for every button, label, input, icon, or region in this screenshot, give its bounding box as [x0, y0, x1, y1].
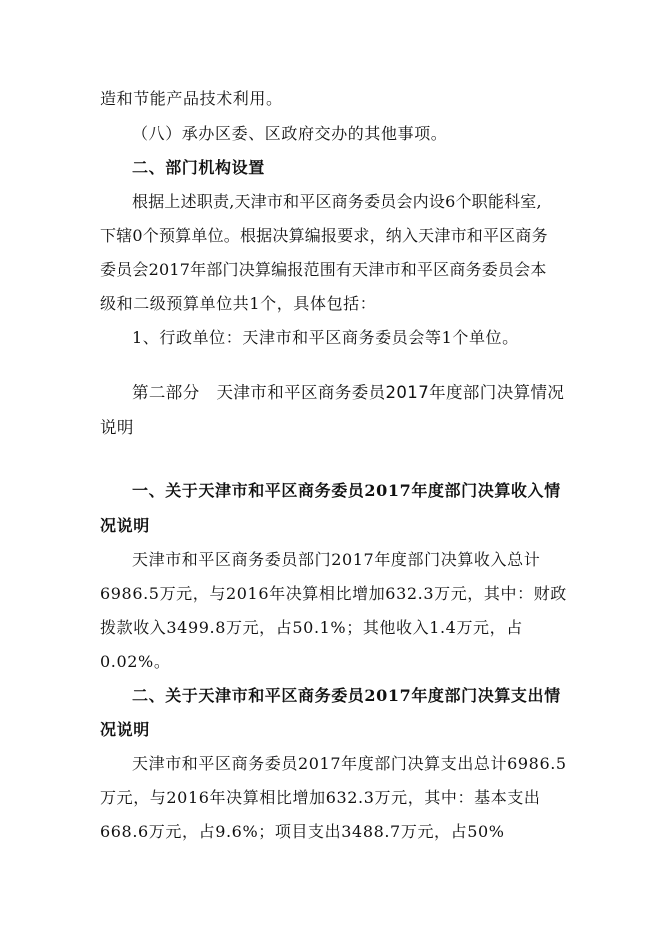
body-text-line: 万元，与2016年决算相比增加632.3万元，其中：基本支出 — [100, 788, 541, 807]
section-heading-continued: 况说明 — [100, 516, 150, 535]
section-heading: 一、关于天津市和平区商务委员2017年度部门决算收入情 — [132, 481, 561, 500]
section-heading: 二、关于天津市和平区商务委员2017年度部门决算支出情 — [132, 686, 561, 705]
body-text-line: 委员会2017年部门决算编报范围有天津市和平区商务委员会本 — [100, 260, 547, 279]
body-text-line: 0.02%。 — [100, 652, 171, 671]
body-text-line: 1、行政单位：天津市和平区商务委员会等1个单位。 — [132, 328, 519, 347]
body-text-line: （八）承办区委、区政府交办的其他事项。 — [132, 124, 448, 143]
body-text-line: 拨款收入3499.8万元，占50.1%；其他收入1.4万元，占 — [100, 618, 523, 637]
part-heading-continued: 说明 — [100, 418, 134, 437]
section-heading: 二、部门机构设置 — [132, 158, 265, 177]
body-text-line: 天津市和平区商务委员部门2017年度部门决算收入总计 — [132, 550, 541, 569]
body-text-line: 天津市和平区商务委员2017年度部门决算支出总计6986.5 — [132, 754, 567, 773]
body-text-line: 根据上述职责,天津市和平区商务委员会内设6个职能科室, — [132, 192, 542, 211]
section-heading-continued: 况说明 — [100, 720, 150, 739]
body-text-line: 下辖0个预算单位。根据决算编报要求，纳入天津市和平区商务 — [100, 226, 548, 245]
body-text-line: 造和节能产品技术利用。 — [100, 89, 283, 108]
body-text-line: 级和二级预算单位共1个，具体包括： — [100, 294, 377, 313]
body-text-line: 668.6万元，占9.6%；项目支出3488.7万元，占50% — [100, 822, 505, 841]
body-text-line: 6986.5万元，与2016年决算相比增加632.3万元，其中：财政 — [100, 584, 567, 603]
part-heading: 第二部分 天津市和平区商务委员2017年度部门决算情况 — [132, 383, 565, 402]
